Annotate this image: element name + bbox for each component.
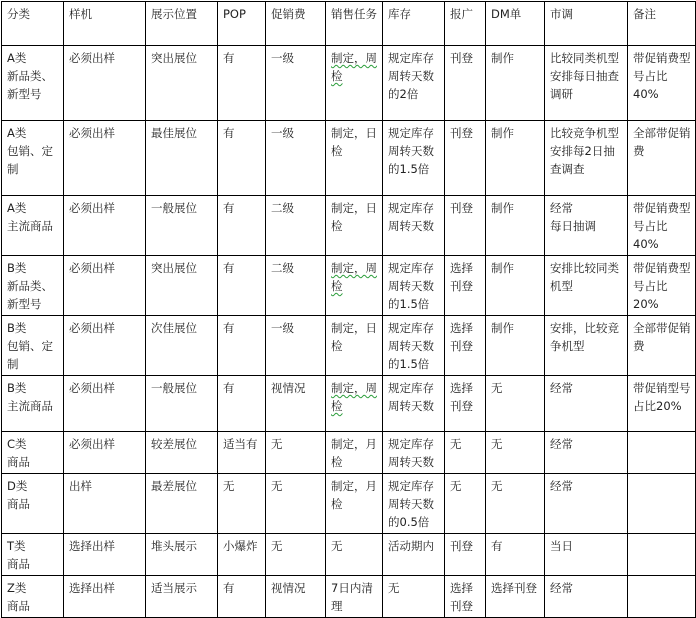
product-category-table <box>1 1 696 618</box>
cell-inventory: 规定库存周转天数的1.5倍 <box>383 316 445 376</box>
cell-category: D类 商品 <box>2 474 64 534</box>
cell-newspaper-ad: 选择刊登 <box>445 256 486 316</box>
cell-dm-flyer: 选择刊登 <box>486 576 545 618</box>
cell-sample: 必须出样 <box>64 316 146 376</box>
cell-market-survey: 经常 <box>545 376 628 432</box>
table-row <box>2 432 696 474</box>
cell-inventory: 规定库存周转天数 <box>383 196 445 256</box>
header-newspaper-ad: 报广 <box>445 2 486 46</box>
header-remarks: 备注 <box>628 2 696 46</box>
cell-market-survey: 安排比较同类机型 <box>545 256 628 316</box>
cell-sample: 选择出样 <box>64 534 146 576</box>
cell-sales-task: 制定，月检 <box>326 474 383 534</box>
cell-pop: 有 <box>218 576 266 618</box>
cell-newspaper-ad: 选择刊登 <box>445 376 486 432</box>
cell-inventory: 规定库存周转天数 <box>383 432 445 474</box>
cell-promotion-fee: 无 <box>266 534 326 576</box>
cell-remarks <box>628 576 696 618</box>
cell-pop: 有 <box>218 256 266 316</box>
header-market-survey: 市调 <box>545 2 628 46</box>
cell-newspaper-ad: 刊登 <box>445 46 486 121</box>
header-pop: POP <box>218 2 266 46</box>
cell-market-survey: 比较同类机型 安排每日抽查调研 <box>545 46 628 121</box>
cell-sample: 必须出样 <box>64 256 146 316</box>
cell-dm-flyer: 无 <box>486 376 545 432</box>
cell-display-position: 较差展位 <box>146 432 218 474</box>
cell-promotion-fee: 视情况 <box>266 576 326 618</box>
table-row <box>2 576 696 618</box>
table-row <box>2 474 696 534</box>
cell-remarks: 全部带促销费 <box>628 121 696 196</box>
cell-market-survey: 经常 每日抽调 <box>545 196 628 256</box>
cell-newspaper-ad: 刊登 <box>445 196 486 256</box>
table-row <box>2 46 696 121</box>
cell-promotion-fee: 二级 <box>266 256 326 316</box>
cell-remarks: 带促销费型号占比40% <box>628 46 696 121</box>
cell-dm-flyer: 有 <box>486 534 545 576</box>
cell-sample: 选择出样 <box>64 576 146 618</box>
cell-sales-task: 制定，日检 <box>326 316 383 376</box>
cell-dm-flyer: 制作 <box>486 196 545 256</box>
cell-display-position: 一般展位 <box>146 376 218 432</box>
cell-remarks: 带促销费型号占比20% <box>628 256 696 316</box>
cell-remarks: 全部带促销费 <box>628 316 696 376</box>
cell-sales-task: 制定，周检 <box>326 256 383 316</box>
cell-sales-task: 无 <box>326 534 383 576</box>
cell-sales-task: 制定，周检 <box>326 376 383 432</box>
cell-display-position: 突出展位 <box>146 256 218 316</box>
header-category: 分类 <box>2 2 64 46</box>
cell-category: A类 主流商品 <box>2 196 64 256</box>
header-dm-flyer: DM单 <box>486 2 545 46</box>
cell-inventory: 规定库存周转天数的1.5倍 <box>383 256 445 316</box>
cell-category: C类 商品 <box>2 432 64 474</box>
cell-market-survey: 经常 <box>545 474 628 534</box>
table-row <box>2 256 696 316</box>
cell-sample: 必须出样 <box>64 376 146 432</box>
cell-category: B类 主流商品 <box>2 376 64 432</box>
header-inventory: 库存 <box>383 2 445 46</box>
cell-newspaper-ad: 选择刊登 <box>445 576 486 618</box>
header-row <box>2 2 696 46</box>
cell-promotion-fee: 视情况 <box>266 376 326 432</box>
cell-market-survey: 比较竞争机型 安排每2日抽查调查 <box>545 121 628 196</box>
cell-inventory: 规定库存周转天数的1.5倍 <box>383 121 445 196</box>
cell-market-survey: 经常 <box>545 432 628 474</box>
cell-display-position: 最佳展位 <box>146 121 218 196</box>
cell-pop: 有 <box>218 196 266 256</box>
cell-remarks: 带促销费型号占比40% <box>628 196 696 256</box>
cell-category: B类 新品类、新型号 <box>2 256 64 316</box>
cell-pop: 有 <box>218 121 266 196</box>
cell-display-position: 突出展位 <box>146 46 218 121</box>
cell-promotion-fee: 一级 <box>266 46 326 121</box>
cell-remarks <box>628 432 696 474</box>
cell-sales-task: 制定，月检 <box>326 432 383 474</box>
cell-display-position: 堆头展示 <box>146 534 218 576</box>
cell-category: B类 包销、定制 <box>2 316 64 376</box>
table-row <box>2 376 696 432</box>
cell-dm-flyer: 无 <box>486 432 545 474</box>
cell-pop: 有 <box>218 376 266 432</box>
cell-remarks <box>628 474 696 534</box>
table-row <box>2 121 696 196</box>
cell-inventory: 活动期内 <box>383 534 445 576</box>
cell-dm-flyer: 制作 <box>486 121 545 196</box>
cell-pop: 有 <box>218 316 266 376</box>
cell-pop: 适当有 <box>218 432 266 474</box>
header-promotion-fee: 促销费 <box>266 2 326 46</box>
cell-sample: 出样 <box>64 474 146 534</box>
cell-dm-flyer: 制作 <box>486 256 545 316</box>
cell-display-position: 最差展位 <box>146 474 218 534</box>
cell-category: A类 包销、定制 <box>2 121 64 196</box>
cell-sales-task: 7日内清理 <box>326 576 383 618</box>
cell-sales-task: 制定，日检 <box>326 121 383 196</box>
cell-newspaper-ad: 刊登 <box>445 534 486 576</box>
cell-sample: 必须出样 <box>64 432 146 474</box>
cell-market-survey: 经常 <box>545 576 628 618</box>
table-row <box>2 316 696 376</box>
cell-newspaper-ad: 无 <box>445 474 486 534</box>
cell-sample: 必须出样 <box>64 46 146 121</box>
cell-market-survey: 当日 <box>545 534 628 576</box>
cell-sample: 必须出样 <box>64 196 146 256</box>
cell-inventory: 规定库存周转天数 <box>383 376 445 432</box>
cell-newspaper-ad: 刊登 <box>445 121 486 196</box>
cell-newspaper-ad: 选择刊登 <box>445 316 486 376</box>
table-row <box>2 534 696 576</box>
cell-dm-flyer: 无 <box>486 474 545 534</box>
cell-promotion-fee: 无 <box>266 474 326 534</box>
header-sales-task: 销售任务 <box>326 2 383 46</box>
cell-remarks <box>628 534 696 576</box>
table-row <box>2 196 696 256</box>
header-sample: 样机 <box>64 2 146 46</box>
cell-sales-task: 制定，周检 <box>326 46 383 121</box>
cell-pop: 无 <box>218 474 266 534</box>
cell-dm-flyer: 制作 <box>486 316 545 376</box>
cell-market-survey: 安排，比较竞争机型 <box>545 316 628 376</box>
cell-promotion-fee: 一级 <box>266 121 326 196</box>
cell-sample: 必须出样 <box>64 121 146 196</box>
cell-category: Z类 商品 <box>2 576 64 618</box>
header-display-position: 展示位置 <box>146 2 218 46</box>
cell-category: T类 商品 <box>2 534 64 576</box>
cell-inventory: 规定库存周转天数的0.5倍 <box>383 474 445 534</box>
cell-display-position: 适当展示 <box>146 576 218 618</box>
cell-remarks: 带促销型号占比20% <box>628 376 696 432</box>
cell-newspaper-ad: 无 <box>445 432 486 474</box>
cell-display-position: 一般展位 <box>146 196 218 256</box>
cell-inventory: 无 <box>383 576 445 618</box>
cell-sales-task: 制定，日检 <box>326 196 383 256</box>
cell-display-position: 次佳展位 <box>146 316 218 376</box>
cell-pop: 有 <box>218 46 266 121</box>
cell-promotion-fee: 无 <box>266 432 326 474</box>
cell-pop: 小爆炸 <box>218 534 266 576</box>
cell-dm-flyer: 制作 <box>486 46 545 121</box>
cell-inventory: 规定库存周转天数的2倍 <box>383 46 445 121</box>
cell-category: A类 新品类、新型号 <box>2 46 64 121</box>
cell-promotion-fee: 二级 <box>266 196 326 256</box>
cell-promotion-fee: 一级 <box>266 316 326 376</box>
